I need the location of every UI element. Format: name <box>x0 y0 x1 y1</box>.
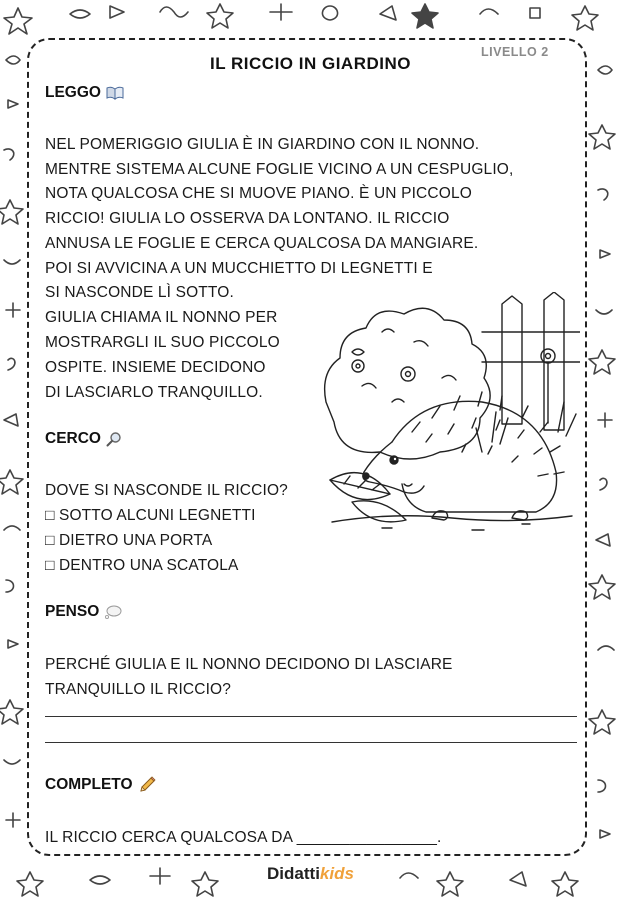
cerco-question: DOVE SI NASCONDE IL RICCIO? <box>45 482 288 499</box>
reading-line: NEL POMERIGGIO GIULIA È IN GIARDINO CON IL NONNO. <box>45 136 480 153</box>
reading-line: NOTA QUALCOSA CHE SI MUOVE PIANO. È UN PICCOLO <box>45 185 472 202</box>
reading-line: MENTRE SISTEMA ALCUNE FOGLIE VICINO A UN CESPUGLIO, <box>45 161 514 178</box>
hedgehog-illustration <box>322 292 580 538</box>
section-cerco-label: CERCO <box>45 430 101 447</box>
reading-line: OSPITE. INSIEME DECIDONO <box>45 359 266 376</box>
book-icon <box>106 86 124 100</box>
answer-line[interactable] <box>45 716 577 717</box>
cerco-option[interactable]: □ DIETRO UNA PORTA <box>45 532 213 549</box>
brand-logo <box>0 864 621 884</box>
star-icon <box>4 8 32 34</box>
reading-line: GIULIA CHIAMA IL NONNO PER <box>45 309 278 326</box>
answer-line[interactable] <box>45 742 577 743</box>
magnifier-icon <box>106 431 122 447</box>
reading-line: ANNUSA LE FOGLIE E CERCA QUALCOSA DA MANGIARE. <box>45 235 479 252</box>
page-title: IL RICCIO IN GIARDINO <box>210 54 411 73</box>
section-cerco-heading <box>45 430 122 448</box>
section-completo-label: COMPLETO <box>45 776 133 793</box>
section-penso-label: PENSO <box>45 603 100 620</box>
reading-line: MOSTRARGLI IL SUO PICCOLO <box>45 334 280 351</box>
section-leggo-heading <box>45 84 124 102</box>
cerco-option[interactable]: □ SOTTO ALCUNI LEGNETTI <box>45 507 256 524</box>
brand-part2: kids <box>319 864 354 883</box>
penso-question-line: PERCHÉ GIULIA E IL NONNO DECIDONO DI LASCIARE <box>45 656 453 673</box>
penso-question-line: TRANQUILLO IL RICCIO? <box>45 681 232 698</box>
thought-bubble-icon <box>104 605 122 619</box>
reading-line: RICCIO! GIULIA LO OSSERVA DA LONTANO. IL RICCIO <box>45 210 450 227</box>
reading-line: DI LASCIARLO TRANQUILLO. <box>45 384 263 401</box>
section-penso-heading <box>45 603 122 621</box>
section-leggo-label: LEGGO <box>45 84 101 101</box>
completo-sentence: IL RICCIO CERCA QUALCOSA DA ________________. <box>45 829 442 846</box>
brand-part1: Didatti <box>267 864 320 883</box>
reading-line: POI SI AVVICINA A UN MUCCHIETTO DI LEGNETTI E <box>45 260 433 277</box>
reading-line: SI NASCONDE LÌ SOTTO. <box>45 284 234 301</box>
section-completo-heading <box>45 776 156 794</box>
level-badge: LIVELLO 2 <box>481 45 549 59</box>
cerco-option[interactable]: □ DENTRO UNA SCATOLA <box>45 557 239 574</box>
pencil-icon <box>138 776 156 794</box>
